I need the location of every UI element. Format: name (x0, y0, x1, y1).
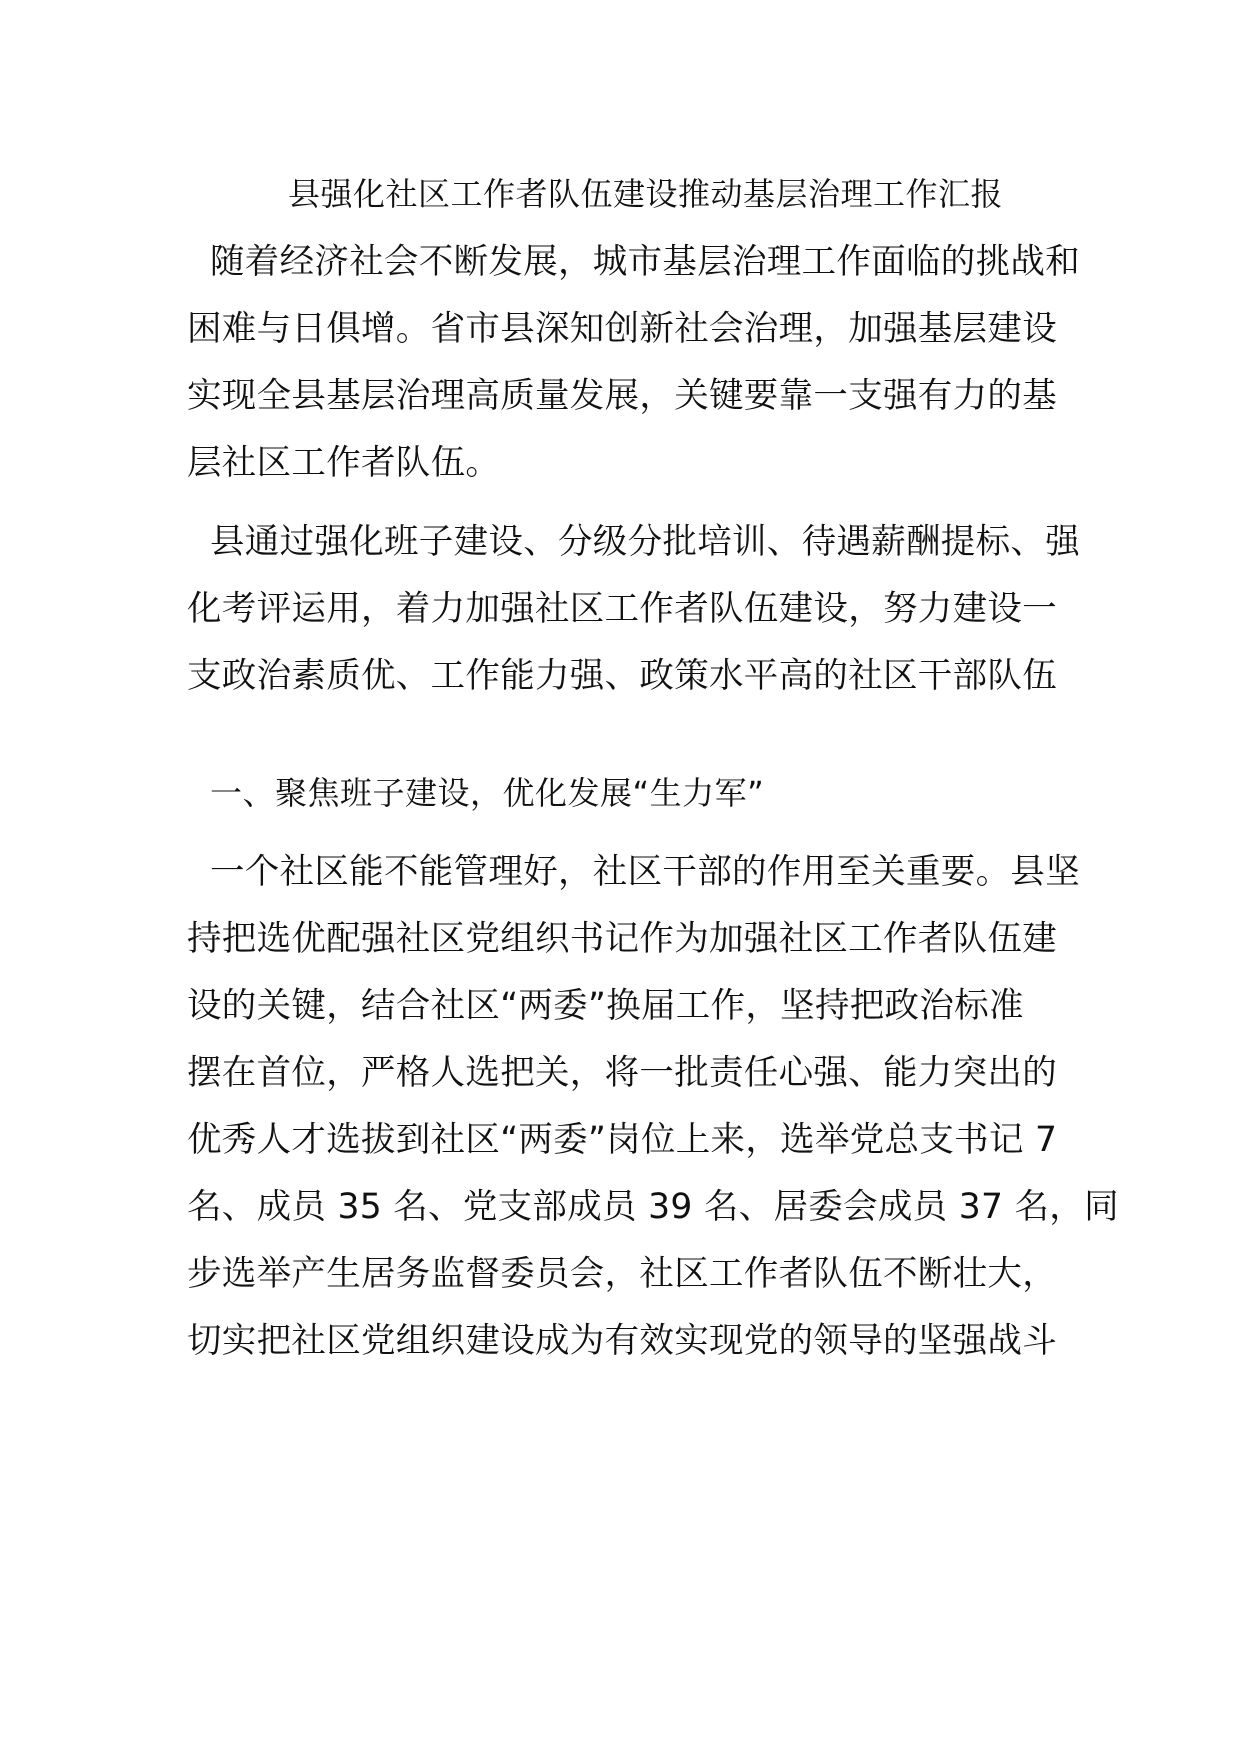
section-paragraph-line-6: 名、成员 35 名、党支部成员 39 名、居委会成员 37 名，同 (187, 1187, 1119, 1227)
section-paragraph-line-3: 设的关键，结合社区“两委”换届工作，坚持把政治标准 (187, 986, 1024, 1026)
paragraph-1-line-2: 困难与日俱增。省市县深知创新社会治理，加强基层建设 (187, 309, 1057, 349)
paragraph-2-line-1: 县通过强化班子建设、分级分批培训、待遇薪酬提标、强 (210, 522, 1080, 562)
section-paragraph-line-8: 切实把社区党组织建设成为有效实现党的领导的坚强战斗 (187, 1321, 1057, 1361)
paragraph-1-line-4: 层社区工作者队伍。 (187, 443, 501, 483)
section-heading: 一、聚焦班子建设，优化发展“生力军” (210, 774, 765, 812)
paragraph-2-line-2: 化考评运用，着力加强社区工作者队伍建设，努力建设一 (187, 589, 1057, 629)
section-paragraph-line-5: 优秀人才选拔到社区“两委”岗位上来，选举党总支书记 7 (187, 1120, 1058, 1160)
section-paragraph-line-2: 持把选优配强社区党组织书记作为加强社区工作者队伍建 (187, 919, 1057, 959)
section-paragraph-line-1: 一个社区能不能管理好，社区干部的作用至关重要。县坚 (210, 852, 1080, 892)
document-title: 县强化社区工作者队伍建设推动基层治理工作汇报 (288, 175, 1004, 213)
paragraph-1-line-3: 实现全县基层治理高质量发展，关键要靠一支强有力的基 (187, 376, 1057, 416)
paragraph-1-line-1: 随着经济社会不断发展，城市基层治理工作面临的挑战和 (210, 242, 1080, 282)
section-paragraph-line-7: 步选举产生居务监督委员会，社区工作者队伍不断壮大， (187, 1254, 1057, 1294)
paragraph-2-line-3: 支政治素质优、工作能力强、政策水平高的社区干部队伍 (187, 656, 1057, 696)
section-paragraph-line-4: 摆在首位，严格人选把关，将一批责任心强、能力突出的 (187, 1053, 1057, 1093)
